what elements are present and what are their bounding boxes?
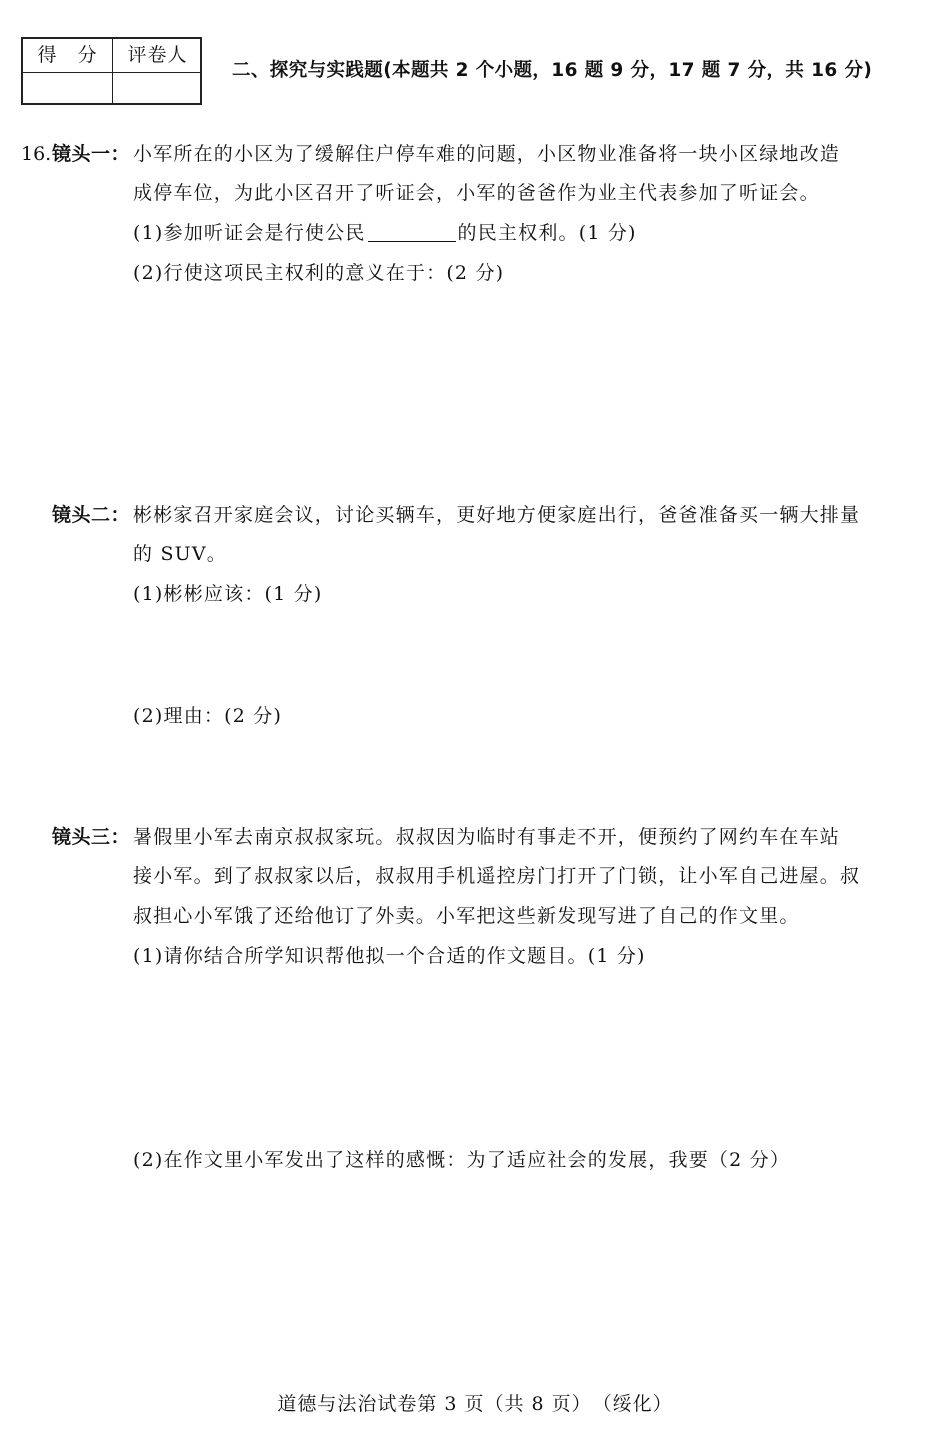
lens3-text-line3: 叔担心小军饿了还给他订了外卖。小军把这些新发现写进了自己的作文里。 — [133, 905, 800, 927]
lens1-answer-area[interactable] — [133, 295, 923, 490]
lens2-text-line1: 彬彬家召开家庭会议，讨论买辆车，更好地方便家庭出行，爸爸准备买一辆大排量 — [133, 504, 861, 526]
score-table — [21, 37, 202, 105]
lens3-question2: (2)在作文里小军发出了这样的感慨：为了适应社会的发展，我要（2 分） — [133, 1149, 791, 1171]
lens3-text-line1: 暑假里小军去南京叔叔家玩。叔叔因为临时有事走不开，便预约了网约车在车站 — [133, 826, 841, 848]
section-title: 二、探究与实践题(本题共 2 个小题，16 题 9 分，17 题 7 分，共 16 分) — [232, 60, 873, 81]
grader-label: 评卷人 — [127, 44, 188, 66]
answer-blank[interactable] — [368, 221, 456, 242]
lens1-question1 — [133, 220, 637, 246]
lens2-label: 镜头二： — [52, 504, 131, 526]
lens2-answer-area-2[interactable] — [133, 737, 923, 817]
lens3-answer-area-1[interactable] — [133, 978, 923, 1138]
lens3-label: 镜头三： — [52, 826, 131, 848]
lens3-answer-area-2[interactable] — [133, 1182, 923, 1372]
lens1-text-line1: 小军所在的小区为了缓解住户停车难的问题，小区物业准备将一块小区绿地改造 — [133, 143, 841, 165]
lens2-text-line2: 的 SUV。 — [133, 543, 227, 565]
score-input-cell[interactable] — [23, 73, 112, 103]
question-number: 16. — [21, 143, 52, 165]
lens1-question2: (2)行使这项民主权利的意义在于：(2 分) — [133, 262, 505, 284]
lens1-text-line2: 成停车位，为此小区召开了听证会，小军的爸爸作为业主代表参加了听证会。 — [133, 182, 820, 204]
grader-input-cell[interactable] — [113, 73, 200, 103]
lens3-question1: (1)请你结合所学知识帮他拟一个合适的作文题目。(1 分) — [133, 945, 646, 967]
lens1-label: 镜头一： — [52, 143, 131, 165]
lens2-question1: (1)彬彬应该：(1 分) — [133, 583, 323, 605]
lens2-answer-area-1[interactable] — [133, 615, 923, 700]
lens3-text-line2: 接小军。到了叔叔家以后，叔叔用手机遥控房门打开了门锁，让小军自己进屋。叔 — [133, 865, 861, 887]
page-footer: 道德与法治试卷第 3 页（共 8 页） （绥化） — [277, 1393, 673, 1415]
lens2-question2: (2)理由：(2 分) — [133, 705, 283, 727]
lens1-question1-after: 的民主权利。(1 分) — [457, 222, 637, 244]
lens1-question1-before: (1)参加听证会是行使公民 — [133, 222, 366, 244]
score-label: 得 分 — [37, 44, 98, 66]
